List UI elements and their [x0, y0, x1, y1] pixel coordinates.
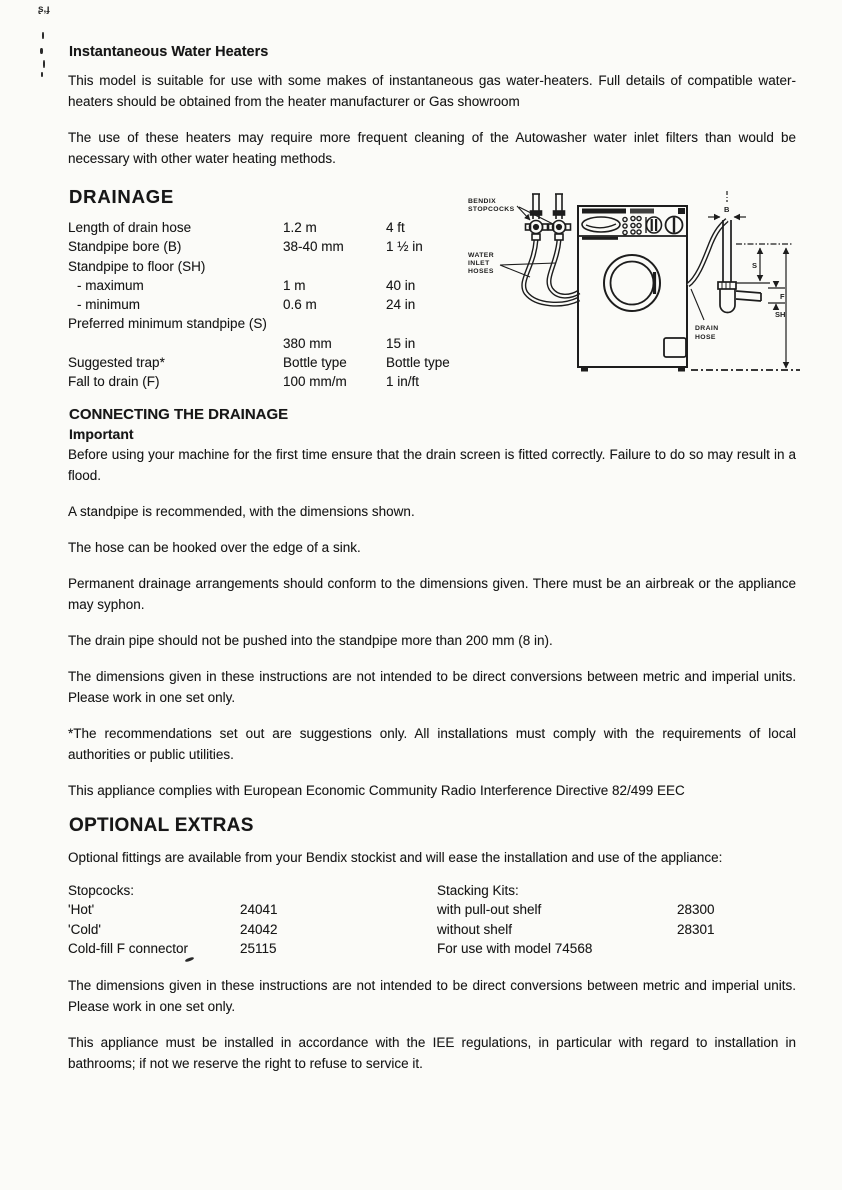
- spec-label: Standpipe bore (B): [68, 239, 182, 255]
- paragraph-dimensions-note-2: The dimensions given in these instructions are not intended to be direct conversions between metric and imperial units. Please work in one set only.: [68, 978, 796, 1015]
- table-row: [68, 276, 498, 295]
- paragraph-drain-screen: Before using your machine for the first time ensure that the drain screen is fitted correctly. Failure to do so may result in a flood.: [68, 446, 796, 483]
- subheading-important: Important: [69, 425, 134, 442]
- water-inlet-hoses-label: WATER: [468, 252, 495, 259]
- water-inlet-hoses-label: HOSES: [468, 268, 494, 275]
- dimension-f-label: F: [780, 292, 785, 301]
- dimension-s-label: S: [752, 261, 758, 270]
- section-heading-drainage: DRAINAGE: [69, 186, 175, 207]
- installation-diagram: [455, 186, 842, 388]
- drain-hose-drawing: [688, 220, 727, 285]
- spec-metric: 380 mm: [283, 335, 332, 351]
- spec-imperial: 15 in: [386, 335, 416, 351]
- list-item: with pull-out shelf 28300: [437, 902, 715, 918]
- stacking-kits-list: [437, 881, 796, 959]
- table-row: [68, 237, 498, 256]
- drainage-spec-table: [68, 218, 498, 392]
- paragraph-dimensions-note: The dimensions given in these instructions are not intended to be direct conversions between metric and imperial units. Please work in one set only.: [68, 668, 796, 705]
- spec-label: Length of drain hose: [68, 220, 192, 235]
- paragraph-drain-pipe-depth: The drain pipe should not be pushed into the standpipe more than 200 mm (8 in).: [68, 632, 553, 648]
- scan-artifact: [42, 32, 44, 39]
- paragraph-instantaneous-1: This model is suitable for use with some makes of instantaneous gas water-heaters. Full details of compatible water-heaters should be obtained from the heater manufacturer or Gas showroom: [68, 73, 796, 109]
- table-row: [68, 372, 498, 391]
- list-item: 'Cold' 24042: [68, 921, 278, 937]
- section-heading-optional-extras: OPTIONAL EXTRAS: [69, 814, 254, 836]
- spec-imperial: Bottle type: [386, 355, 450, 371]
- scan-artifact: [40, 48, 43, 54]
- spec-label: Standpipe to floor (SH): [68, 258, 206, 274]
- scan-artifact: [41, 72, 43, 77]
- spec-imperial: 1 ½ in: [386, 239, 423, 255]
- table-row: [68, 257, 498, 276]
- inlet-hoses-drawing: [524, 240, 579, 304]
- spec-label: Preferred minimum standpipe (S): [68, 316, 267, 332]
- spec-metric: 1 m: [283, 277, 306, 293]
- drain-hose-label: HOSE: [695, 334, 716, 341]
- spec-metric: [283, 314, 386, 333]
- paragraph-instantaneous-2: The use of these heaters may require more frequent cleaning of the Autowasher water inlet filters than would be necessary with other water heating methods.: [68, 130, 796, 166]
- table-row: [68, 314, 498, 333]
- scan-artifact: [43, 60, 45, 68]
- list-title-stopcocks: Stopcocks:: [68, 882, 135, 898]
- spec-imperial: 1 in/ft: [386, 374, 420, 390]
- water-inlet-hoses-label: INLET: [468, 260, 490, 267]
- spec-label: - minimum: [77, 297, 140, 313]
- stopcocks-label: STOPCOCKS: [468, 206, 515, 213]
- paragraph-recommendations-note: *The recommendations set out are suggestions only. All installations must comply with the requirements of local authorities or public utilities.: [68, 725, 796, 762]
- list-item: without shelf 28301: [437, 921, 715, 937]
- spec-label: - maximum: [77, 277, 144, 293]
- list-item: 'Hot' 24041: [68, 902, 278, 918]
- paragraph-emc-directive: This appliance complies with European Economic Community Radio Interference Directive 82/499 EEC: [68, 782, 685, 798]
- list-item: Cold-fill F connector 25115: [68, 941, 277, 957]
- section-heading-instantaneous-water-heaters: Instantaneous Water Heaters: [69, 44, 269, 60]
- spec-label: [68, 334, 283, 353]
- spec-metric: 1.2 m: [283, 220, 317, 235]
- dimension-b-label: B: [724, 205, 730, 214]
- section-heading-connecting-drainage: CONNECTING THE DRAINAGE: [69, 405, 289, 423]
- paragraph-iee-regulations: This appliance must be installed in accordance with the IEE regulations, in particular with regard to installation in bathrooms; if not we reserve the right to refuse to service it.: [68, 1035, 796, 1072]
- document-page: [68, 0, 796, 1089]
- drain-hose-label: DRAIN: [695, 325, 719, 332]
- scan-artifact: ʂ,ɟ: [38, 4, 50, 15]
- spec-metric: 38-40 mm: [283, 239, 344, 255]
- dimension-lines: [691, 191, 800, 370]
- spec-imperial: 24 in: [386, 297, 416, 313]
- table-row: [68, 334, 498, 353]
- table-row: [68, 353, 498, 372]
- spec-imperial: 40 in: [386, 277, 416, 293]
- optional-extras-lists: [68, 881, 796, 959]
- dimension-sh-label: SH: [775, 310, 786, 319]
- list-item: For use with model 74568: [437, 941, 593, 957]
- paragraph-standpipe-recommended: A standpipe is recommended, with the dimensions shown.: [68, 503, 415, 519]
- stopcocks-drawing: [526, 194, 571, 240]
- spec-label: Fall to drain (F): [68, 374, 160, 390]
- list-title-stacking-kits: Stacking Kits:: [437, 882, 519, 898]
- spec-metric: 100 mm/m: [283, 374, 347, 390]
- washing-machine-drawing: [578, 206, 687, 372]
- spec-metric: Bottle type: [283, 355, 347, 371]
- paragraph-hose-sink: The hose can be hooked over the edge of a sink.: [68, 539, 361, 555]
- stopcocks-list: [68, 881, 437, 959]
- spec-imperial: 4 ft: [386, 220, 405, 235]
- stopcocks-label: BENDIX: [468, 198, 497, 205]
- spec-metric: [283, 257, 386, 276]
- table-row: [68, 295, 498, 314]
- spec-metric: 0.6 m: [283, 297, 317, 313]
- table-row: [68, 218, 498, 237]
- paragraph-optional-fittings: Optional fittings are available from your Bendix stockist and will ease the installation and use of the appliance:: [68, 849, 723, 865]
- spec-label: Suggested trap*: [68, 355, 165, 371]
- paragraph-permanent-drainage: Permanent drainage arrangements should conform to the dimensions given. There must be an airbreak or the appliance may syphon.: [68, 575, 796, 612]
